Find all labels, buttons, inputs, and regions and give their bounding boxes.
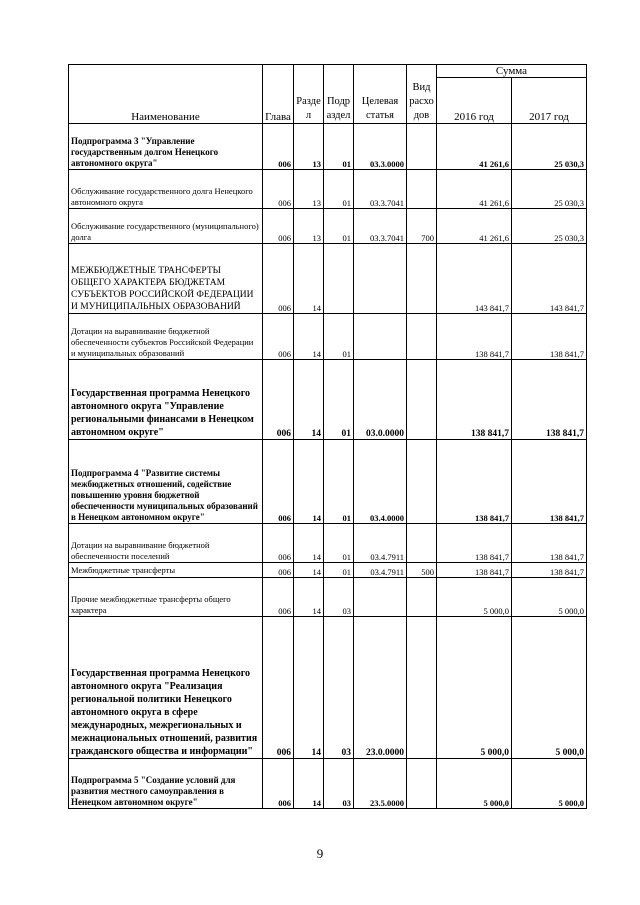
row-amount-2016: 138 841,7 [437,524,512,563]
row-statya: 03.3.7041 [354,170,407,209]
table-row [69,314,587,360]
row-statya: 03.0.0000 [354,360,407,440]
row-name: Прочие межбюджетные трансферты общего характера [69,578,263,617]
row-glava: 006 [263,524,294,563]
header-year-2016: 2016 год [437,78,512,124]
row-statya [354,578,407,617]
row-amount-2016: 138 841,7 [437,440,512,524]
row-razdel: 14 [294,244,324,314]
table-row [69,759,587,809]
row-vid [407,578,437,617]
row-podrazdel: 01 [324,209,354,244]
row-razdel: 14 [294,617,324,759]
row-podrazdel: 01 [324,314,354,360]
row-glava: 006 [263,314,294,360]
row-amount-2017: 138 841,7 [512,563,587,578]
row-amount-2017: 25 030,3 [512,209,587,244]
row-glava: 006 [263,209,294,244]
table-row [69,124,587,170]
row-vid [407,244,437,314]
row-statya: 03.4.7911 [354,563,407,578]
row-razdel: 13 [294,124,324,170]
row-name: Подпрограмма 5 "Создание условий для развития местного самоуправления в Ненецком автономном округе" [69,759,263,809]
row-razdel: 13 [294,209,324,244]
row-razdel: 14 [294,563,324,578]
row-name: Дотации на выравнивание бюджетной обеспеченности поселений [69,524,263,563]
header-year-2017: 2017 год [512,78,587,124]
row-amount-2016: 41 261,6 [437,124,512,170]
header-tselevaya: Целевая статья [354,65,407,124]
row-vid [407,524,437,563]
row-amount-2017: 5 000,0 [512,578,587,617]
row-name: Государственная программа Ненецкого автономного округа "Управление региональными финансами в Ненецком автономном округе" [69,360,263,440]
row-vid [407,617,437,759]
table-row [69,170,587,209]
row-amount-2017: 138 841,7 [512,360,587,440]
row-name: Обслуживание государственного (муниципального) долга [69,209,263,244]
table-row [69,209,587,244]
row-statya: 23.5.0000 [354,759,407,809]
table-row [69,440,587,524]
row-vid [407,440,437,524]
row-amount-2017: 138 841,7 [512,524,587,563]
budget-table [68,64,587,809]
row-razdel: 14 [294,360,324,440]
row-podrazdel: 01 [324,124,354,170]
row-vid [407,170,437,209]
row-name: Подпрограмма 3 "Управление государственным долгом Ненецкого автономного округа" [69,124,263,170]
row-amount-2016: 143 841,7 [437,244,512,314]
row-glava: 006 [263,578,294,617]
table-row [69,578,587,617]
header-summa: Сумма [437,65,587,78]
table-row [69,617,587,759]
row-statya [354,314,407,360]
row-vid [407,314,437,360]
row-amount-2016: 41 261,6 [437,209,512,244]
row-podrazdel: 03 [324,617,354,759]
row-statya: 03.3.7041 [354,209,407,244]
row-statya: 23.0.0000 [354,617,407,759]
row-amount-2017: 25 030,3 [512,170,587,209]
header-podrazdel: Подр аздел [324,65,354,124]
row-amount-2016: 5 000,0 [437,759,512,809]
row-razdel: 14 [294,578,324,617]
row-vid: 700 [407,209,437,244]
row-podrazdel: 03 [324,759,354,809]
row-amount-2017: 138 841,7 [512,440,587,524]
row-podrazdel: 01 [324,563,354,578]
row-razdel: 14 [294,524,324,563]
row-vid [407,360,437,440]
row-podrazdel: 01 [324,360,354,440]
row-statya: 03.4.0000 [354,440,407,524]
row-podrazdel: 01 [324,524,354,563]
table-row [69,244,587,314]
row-amount-2017: 5 000,0 [512,617,587,759]
header-razdel: Разде л [294,65,324,124]
row-glava: 006 [263,124,294,170]
row-podrazdel [324,244,354,314]
row-name: Обслуживание государственного долга Ненецкого автономного округа [69,170,263,209]
row-vid [407,124,437,170]
row-amount-2016: 138 841,7 [437,563,512,578]
table-row [69,360,587,440]
row-vid [407,759,437,809]
row-amount-2017: 138 841,7 [512,314,587,360]
header-name: Наименование [69,65,263,124]
row-razdel: 14 [294,440,324,524]
row-statya [354,244,407,314]
row-amount-2016: 5 000,0 [437,617,512,759]
row-amount-2016: 41 261,6 [437,170,512,209]
row-razdel: 13 [294,170,324,209]
page-number: 9 [316,846,324,861]
row-amount-2017: 143 841,7 [512,244,587,314]
row-razdel: 14 [294,314,324,360]
table-row [69,563,587,578]
table-row [69,524,587,563]
row-razdel: 14 [294,759,324,809]
row-statya: 03.4.7911 [354,524,407,563]
row-glava: 006 [263,360,294,440]
row-glava: 006 [263,440,294,524]
row-name: Дотации на выравнивание бюджетной обеспеченности субъектов Российской Федерации и муниципальных образований [69,314,263,360]
row-amount-2016: 138 841,7 [437,314,512,360]
row-glava: 006 [263,563,294,578]
row-name: Подпрограмма 4 "Развитие системы межбюджетных отношений, содействие повышению уровня бюджетной обеспеченности муниципальных образований в Ненецком автономном округе" [69,440,263,524]
row-amount-2017: 5 000,0 [512,759,587,809]
row-glava: 006 [263,170,294,209]
row-name: Государственная программа Ненецкого автономного округа "Реализация региональной политики Ненецкого автономного округа в сфере международных, межрегиональных и межнациональных отношений, развития гражданского общества и информации" [69,617,263,759]
row-amount-2016: 138 841,7 [437,360,512,440]
row-amount-2017: 25 030,3 [512,124,587,170]
header-glava: Глава [263,65,294,124]
row-name: МЕЖБЮДЖЕТНЫЕ ТРАНСФЕРТЫ ОБЩЕГО ХАРАКТЕРА БЮДЖЕТАМ СУБЪЕКТОВ РОССИЙСКОЙ ФЕДЕРАЦИИ И МУНИЦИПАЛЬНЫХ ОБРАЗОВАНИЙ [69,244,263,314]
row-name: Межбюджетные трансферты [69,563,263,578]
row-glava: 006 [263,759,294,809]
row-vid: 500 [407,563,437,578]
row-statya: 03.3.0000 [354,124,407,170]
row-amount-2016: 5 000,0 [437,578,512,617]
header-vid: Вид расхо дов [407,65,437,124]
row-podrazdel: 01 [324,440,354,524]
row-glava: 006 [263,617,294,759]
row-glava: 006 [263,244,294,314]
row-podrazdel: 01 [324,170,354,209]
row-podrazdel: 03 [324,578,354,617]
